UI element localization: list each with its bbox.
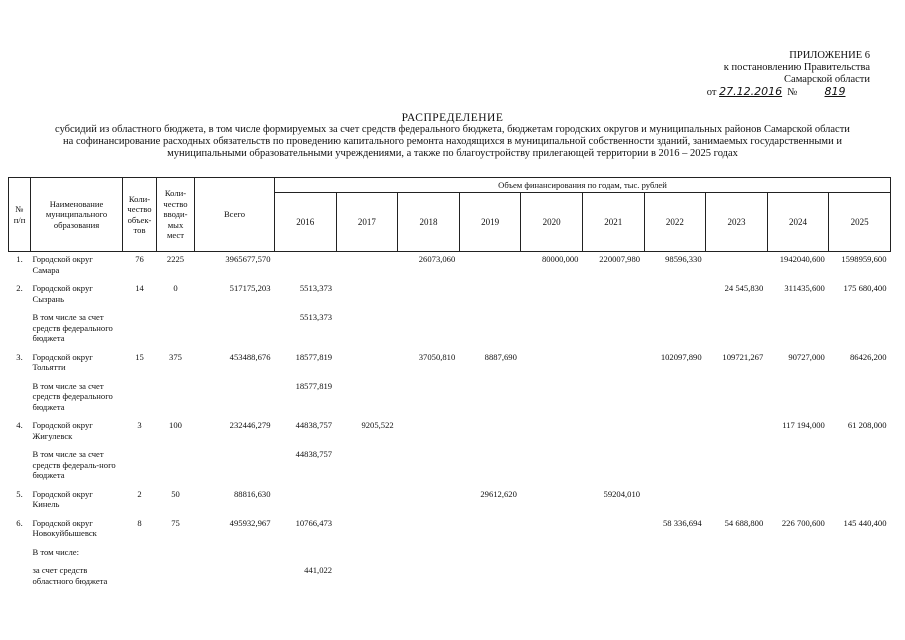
cell-year-value bbox=[521, 350, 583, 379]
cell-year-value bbox=[582, 545, 644, 564]
distribution-table bbox=[8, 177, 891, 592]
cell-objects bbox=[123, 447, 157, 487]
cell-year-value bbox=[706, 545, 768, 564]
cell-year-value bbox=[521, 379, 583, 419]
cell-places: 50 bbox=[171, 488, 180, 499]
cell-year-value: 86426,200 bbox=[849, 351, 887, 362]
table-row bbox=[9, 379, 891, 419]
cell-year-value bbox=[336, 545, 398, 564]
cell-num bbox=[9, 379, 31, 419]
title-sub: на софинансирование расходных обязательств по проведению капитального ремонта находящихся в муниципальной собственности зданий, занимаемых государственными и bbox=[63, 136, 842, 147]
cell-year-value bbox=[336, 379, 398, 419]
number-label: № bbox=[787, 87, 798, 98]
cell-places: 100 bbox=[169, 420, 182, 430]
cell-year-value bbox=[521, 487, 583, 516]
cell-num bbox=[9, 310, 31, 350]
cell-year-value: 1942040,600 bbox=[779, 254, 825, 264]
header-name: Наименование муниципального образования bbox=[31, 178, 123, 252]
appendix-title: ПРИЛОЖЕНИЕ 6 bbox=[789, 50, 870, 61]
table-row bbox=[9, 310, 891, 350]
cell-name: Городской округ Кинель bbox=[32, 488, 93, 509]
cell-year-value bbox=[521, 281, 583, 310]
cell-year-value bbox=[644, 545, 706, 564]
cell-year-value bbox=[582, 418, 644, 447]
cell-year-value bbox=[582, 516, 644, 545]
cell-num: 1. bbox=[16, 254, 23, 264]
cell-year-value bbox=[521, 563, 583, 592]
cell-year-value bbox=[336, 563, 398, 592]
cell-name: Городской округ Тольятти bbox=[32, 351, 93, 372]
cell-year-value bbox=[706, 563, 768, 592]
cell-year-value bbox=[582, 379, 644, 419]
cell-year-value bbox=[336, 447, 398, 487]
cell-year-value bbox=[644, 487, 706, 516]
cell-year-value bbox=[582, 281, 644, 310]
cell-year-value: 117 194,000 bbox=[782, 420, 825, 430]
cell-year-value bbox=[829, 487, 891, 516]
table-row bbox=[9, 447, 891, 487]
cell-name: Городской округ Сызрань bbox=[32, 283, 93, 304]
cell-year-value bbox=[767, 487, 829, 516]
cell-year-value bbox=[459, 310, 521, 350]
cell-year-value bbox=[398, 545, 460, 564]
cell-year-value bbox=[398, 418, 460, 447]
appendix-date-line bbox=[700, 86, 870, 99]
cell-year-value bbox=[521, 545, 583, 564]
cell-year-value bbox=[706, 379, 768, 419]
table-row bbox=[9, 563, 891, 592]
cell-total bbox=[195, 447, 275, 487]
cell-year-value bbox=[459, 379, 521, 419]
cell-total bbox=[195, 310, 275, 350]
table-row bbox=[9, 418, 891, 447]
cell-year-value bbox=[767, 310, 829, 350]
cell-year-value: 44838,757 bbox=[295, 420, 333, 430]
cell-year-value bbox=[767, 563, 829, 592]
cell-year-value bbox=[644, 563, 706, 592]
header-year-2016: 2016 bbox=[275, 193, 337, 252]
cell-year-value bbox=[336, 487, 398, 516]
appendix-line: к постановлению Правительства bbox=[723, 62, 870, 73]
cell-year-value bbox=[829, 447, 891, 487]
cell-objects bbox=[123, 310, 157, 350]
cell-objects: 14 bbox=[135, 283, 144, 293]
cell-num: 3. bbox=[16, 351, 23, 362]
cell-year-value bbox=[644, 418, 706, 447]
table-row bbox=[9, 487, 891, 516]
header-year-2017: 2017 bbox=[336, 193, 398, 252]
cell-year-value bbox=[582, 350, 644, 379]
handwritten-date: 27.12.2016 bbox=[719, 85, 783, 98]
cell-year-value: 9205,522 bbox=[361, 420, 394, 430]
cell-total: 517175,203 bbox=[229, 283, 271, 293]
cell-year-value bbox=[521, 516, 583, 545]
cell-year-value: 37050,810 bbox=[418, 351, 456, 362]
table-row bbox=[9, 252, 891, 282]
cell-year-value bbox=[582, 310, 644, 350]
cell-year-value bbox=[398, 516, 460, 545]
cell-total: 232446,279 bbox=[229, 420, 271, 430]
cell-year-value: 441,022 bbox=[304, 565, 333, 575]
cell-year-value bbox=[644, 447, 706, 487]
cell-num: 5. bbox=[16, 488, 23, 499]
header-year-2023: 2023 bbox=[706, 193, 768, 252]
cell-year-value: 24 545,830 bbox=[724, 283, 764, 293]
header-year-2018: 2018 bbox=[398, 193, 460, 252]
cell-year-value: 145 440,400 bbox=[843, 517, 887, 528]
table-row bbox=[9, 350, 891, 379]
table-row bbox=[9, 545, 891, 564]
cell-year-value bbox=[459, 281, 521, 310]
cell-year-value bbox=[706, 310, 768, 350]
cell-year-value bbox=[398, 281, 460, 310]
cell-objects bbox=[123, 563, 157, 592]
cell-year-value bbox=[336, 516, 398, 545]
cell-num bbox=[9, 447, 31, 487]
cell-name: Городской округ Самара bbox=[32, 254, 93, 275]
cell-name: В том числе за счет средств федерального бюджета bbox=[32, 380, 113, 412]
cell-name: Городской округ Новокуйбышевск bbox=[32, 517, 97, 538]
cell-year-value bbox=[398, 447, 460, 487]
cell-year-value bbox=[459, 418, 521, 447]
header-years-group: Объем финансирования по годам, тыс. рублей bbox=[275, 178, 891, 193]
cell-year-value bbox=[336, 350, 398, 379]
cell-year-value: 220007,980 bbox=[599, 254, 641, 264]
cell-year-value: 44838,757 bbox=[295, 449, 333, 459]
appendix-block bbox=[700, 50, 870, 99]
cell-year-value bbox=[582, 563, 644, 592]
cell-places bbox=[157, 310, 195, 350]
cell-year-value bbox=[767, 545, 829, 564]
header-year-2025: 2025 bbox=[829, 193, 891, 252]
cell-year-value: 1598959,600 bbox=[841, 254, 887, 264]
cell-year-value: 5513,373 bbox=[299, 283, 333, 293]
cell-year-value bbox=[398, 379, 460, 419]
cell-places: 375 bbox=[169, 351, 182, 362]
cell-year-value bbox=[644, 310, 706, 350]
cell-year-value: 8887,690 bbox=[484, 351, 517, 362]
table-row bbox=[9, 516, 891, 545]
cell-year-value bbox=[582, 447, 644, 487]
cell-objects: 8 bbox=[137, 517, 142, 528]
cell-places bbox=[157, 379, 195, 419]
cell-year-value bbox=[829, 545, 891, 564]
cell-year-value bbox=[459, 252, 521, 282]
cell-year-value bbox=[275, 487, 337, 516]
cell-year-value bbox=[706, 487, 768, 516]
cell-year-value bbox=[336, 252, 398, 282]
cell-year-value: 90727,000 bbox=[788, 351, 825, 362]
handwritten-number: 819 bbox=[824, 85, 846, 98]
document-title bbox=[40, 112, 865, 160]
cell-year-value: 109721,267 bbox=[722, 351, 764, 362]
header-year-2021: 2021 bbox=[582, 193, 644, 252]
cell-year-value: 59204,010 bbox=[603, 488, 641, 499]
cell-year-value: 26073,060 bbox=[418, 254, 456, 264]
cell-objects: 3 bbox=[137, 420, 142, 430]
cell-year-value bbox=[459, 516, 521, 545]
cell-num bbox=[9, 563, 31, 592]
cell-year-value bbox=[644, 281, 706, 310]
header-places: Коли-чество вводи-мых мест bbox=[157, 178, 195, 252]
cell-total: 495932,967 bbox=[229, 517, 271, 528]
cell-objects: 15 bbox=[135, 351, 144, 362]
cell-year-value: 10766,473 bbox=[295, 517, 333, 528]
cell-year-value bbox=[521, 418, 583, 447]
cell-year-value bbox=[398, 310, 460, 350]
cell-name: за счет средств областного бюджета bbox=[32, 565, 108, 586]
header-num: № п/п bbox=[9, 178, 31, 252]
header-year-2019: 2019 bbox=[459, 193, 521, 252]
cell-places: 0 bbox=[173, 283, 178, 293]
table-row bbox=[9, 281, 891, 310]
cell-year-value: 80000,000 bbox=[541, 254, 579, 264]
cell-objects bbox=[123, 545, 157, 564]
header-objects: Коли-чество объек-тов bbox=[123, 178, 157, 252]
cell-name: В том числе: bbox=[32, 546, 79, 557]
cell-year-value bbox=[459, 563, 521, 592]
appendix-line: Самарской области bbox=[784, 74, 870, 85]
cell-objects: 76 bbox=[135, 254, 144, 264]
cell-year-value bbox=[644, 379, 706, 419]
cell-num bbox=[9, 545, 31, 564]
cell-year-value bbox=[829, 310, 891, 350]
cell-objects: 2 bbox=[137, 488, 142, 499]
cell-year-value bbox=[767, 379, 829, 419]
cell-year-value bbox=[336, 310, 398, 350]
cell-year-value bbox=[336, 281, 398, 310]
cell-year-value bbox=[275, 252, 337, 282]
cell-num: 4. bbox=[16, 420, 23, 430]
header-year-2024: 2024 bbox=[767, 193, 829, 252]
cell-year-value bbox=[706, 418, 768, 447]
cell-year-value bbox=[829, 379, 891, 419]
cell-year-value: 29612,620 bbox=[480, 488, 517, 499]
cell-name: В том числе за счет средств федераль-ного бюджета bbox=[32, 449, 116, 480]
cell-name: В том числе за счет средств федерального бюджета bbox=[32, 312, 113, 343]
cell-total bbox=[195, 545, 275, 564]
title-sub: субсидий из областного бюджета, в том числе формируемых за счет средств федерального бюджета, бюджетам городских округов и муниципальных районов Самарской области bbox=[55, 124, 850, 135]
cell-num: 6. bbox=[16, 517, 23, 528]
cell-year-value: 18577,819 bbox=[295, 351, 333, 362]
cell-num: 2. bbox=[16, 283, 23, 293]
cell-year-value: 226 700,600 bbox=[781, 517, 825, 528]
cell-year-value bbox=[398, 563, 460, 592]
cell-year-value: 58 336,694 bbox=[662, 517, 702, 528]
cell-year-value: 175 680,400 bbox=[843, 283, 887, 293]
from-label: от bbox=[706, 87, 717, 98]
cell-name: Городской округ Жигулевск bbox=[32, 420, 93, 441]
cell-total bbox=[195, 379, 275, 419]
cell-year-value bbox=[767, 447, 829, 487]
cell-places: 75 bbox=[171, 517, 180, 528]
cell-year-value bbox=[706, 252, 768, 282]
title-sub: муниципальными образовательными учреждениями, а также по благоустройству прилегающей территории в 2016 – 2025 годах bbox=[167, 148, 738, 159]
cell-places bbox=[157, 545, 195, 564]
header-year-2022: 2022 bbox=[644, 193, 706, 252]
cell-year-value bbox=[275, 545, 337, 564]
cell-places: 2225 bbox=[166, 254, 185, 264]
cell-total bbox=[195, 563, 275, 592]
cell-year-value: 311435,600 bbox=[784, 283, 825, 293]
cell-year-value: 54 688,800 bbox=[724, 517, 764, 528]
cell-year-value bbox=[398, 487, 460, 516]
cell-year-value: 5513,373 bbox=[299, 312, 333, 322]
cell-year-value bbox=[706, 447, 768, 487]
cell-total: 88816,630 bbox=[233, 488, 271, 499]
cell-year-value bbox=[459, 545, 521, 564]
cell-total: 3965677,570 bbox=[225, 254, 271, 264]
cell-year-value bbox=[459, 447, 521, 487]
cell-total: 453488,676 bbox=[229, 351, 271, 362]
cell-places bbox=[157, 563, 195, 592]
cell-year-value bbox=[829, 563, 891, 592]
cell-year-value bbox=[521, 447, 583, 487]
cell-year-value: 61 208,000 bbox=[847, 420, 887, 430]
title-main: РАСПРЕДЕЛЕНИЕ bbox=[401, 112, 504, 124]
header-total: Всего bbox=[195, 178, 275, 252]
cell-year-value bbox=[521, 310, 583, 350]
cell-places bbox=[157, 447, 195, 487]
cell-year-value: 18577,819 bbox=[295, 380, 333, 391]
cell-year-value: 102097,890 bbox=[660, 351, 702, 362]
header-year-2020: 2020 bbox=[521, 193, 583, 252]
cell-objects bbox=[123, 379, 157, 419]
cell-year-value: 98596,330 bbox=[665, 254, 702, 264]
